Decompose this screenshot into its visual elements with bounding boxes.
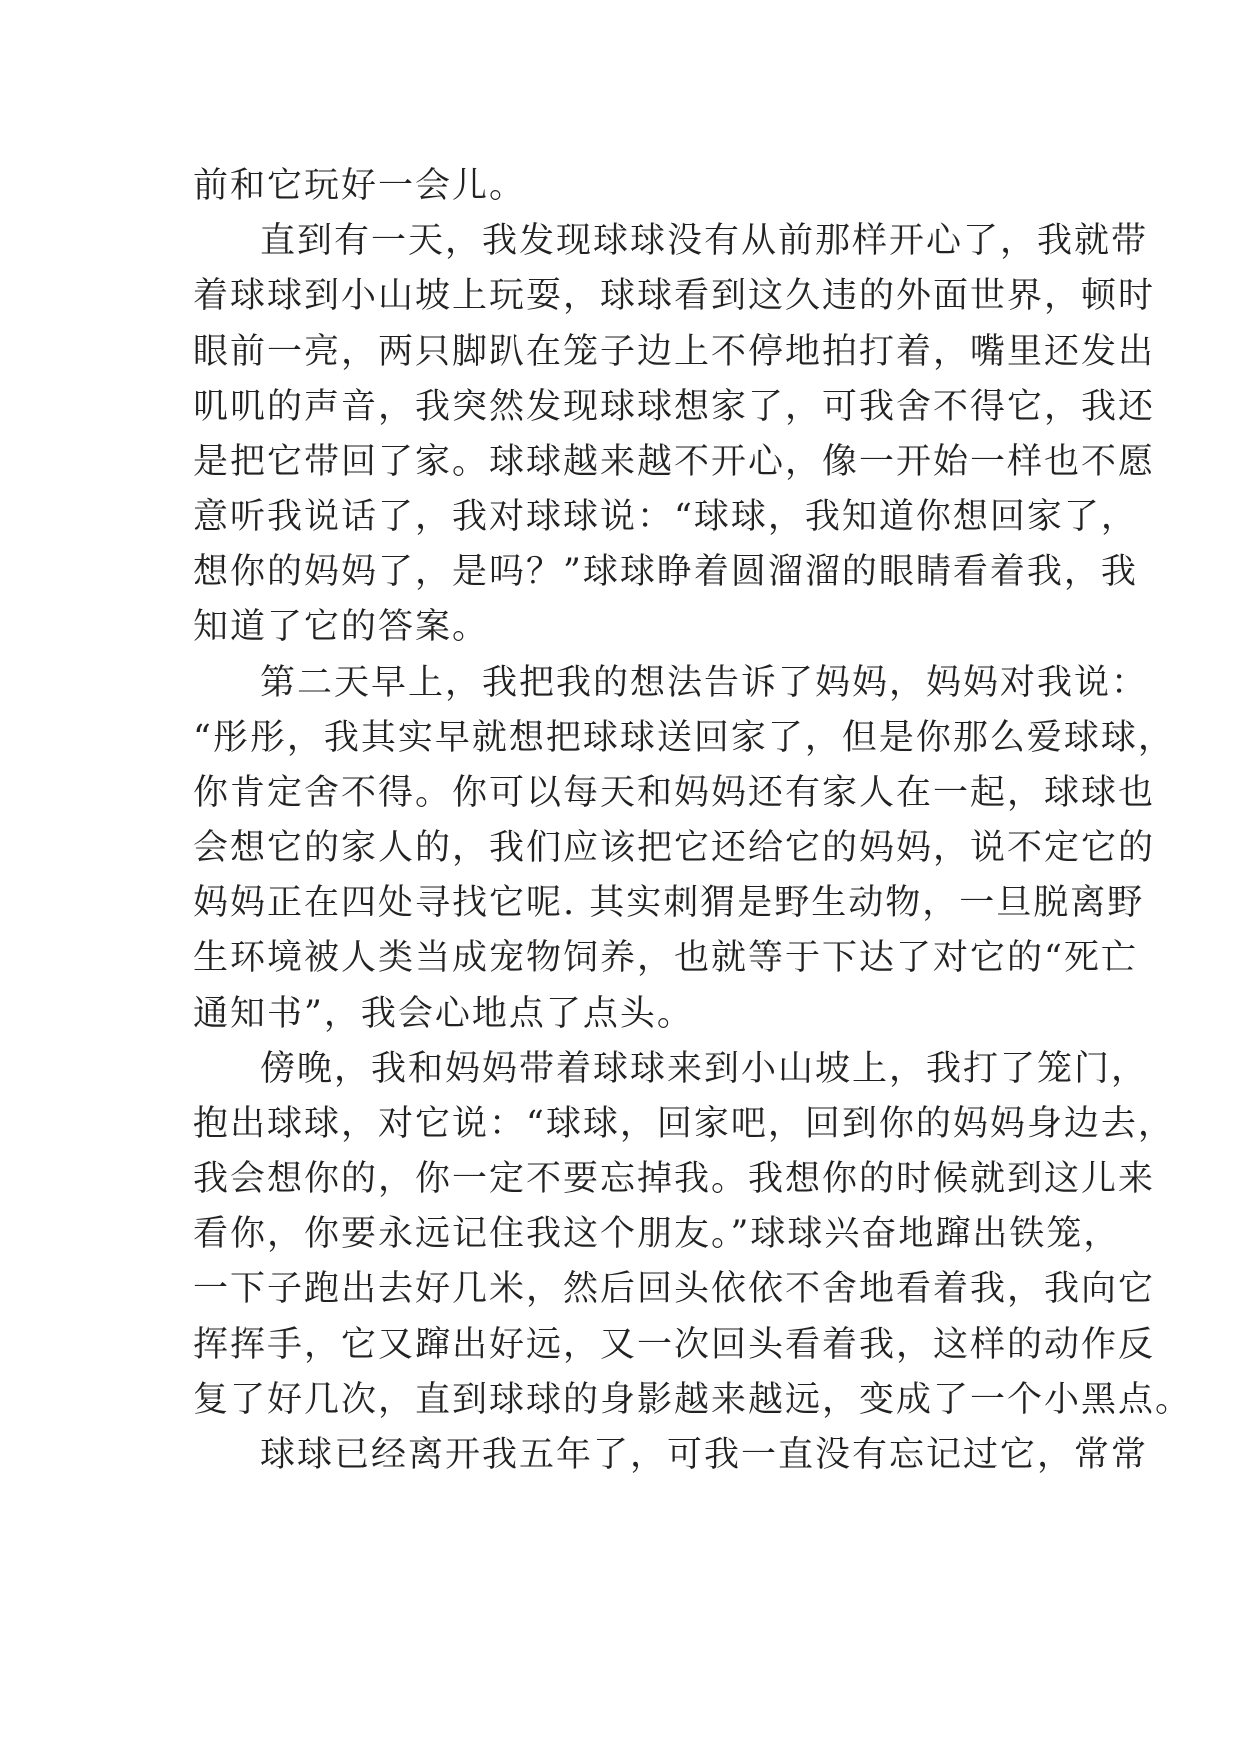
text-line: 是把它带回了家。球球越来越不开心，像一开始一样也不愿	[193, 442, 1156, 482]
text-line: 通知书”，我会心地点了点头。	[193, 994, 694, 1034]
text-line: 看你，你要永远记住我这个朋友。”球球兴奋地蹿出铁笼，	[193, 1214, 1121, 1254]
text-line: 会想它的家人的，我们应该把它还给它的妈妈，说不定它的	[193, 828, 1156, 868]
text-line: 想你的妈妈了，是吗？”球球睁着圆溜溜的眼睛看着我，我	[193, 552, 1138, 592]
text-line: 直到有一天，我发现球球没有从前那样开心了，我就带	[260, 221, 1149, 261]
text-line: “彤彤，我其实早就想把球球送回家了，但是你那么爱球球，	[193, 718, 1175, 758]
text-line: 抱出球球，对它说：“球球，回家吧，回到你的妈妈身边去，	[193, 1104, 1175, 1144]
text-line: 我会想你的，你一定不要忘掉我。我想你的时候就到这儿来	[193, 1159, 1156, 1199]
text-line: 第二天早上，我把我的想法告诉了妈妈，妈妈对我说：	[260, 663, 1149, 703]
text-line: 前和它玩好一会儿。	[193, 166, 527, 206]
text-line: 球球已经离开我五年了，可我一直没有忘记过它，常常	[260, 1435, 1149, 1475]
text-line: 妈妈正在四处寻找它呢. 其实刺猬是野生动物，一旦脱离野	[193, 883, 1145, 923]
text-line: 挥挥手，它又蹿出好远，又一次回头看着我，这样的动作反	[193, 1325, 1156, 1365]
text-line: 一下子跑出去好几米，然后回头依依不舍地看着我，我向它	[193, 1269, 1156, 1309]
text-line: 你肯定舍不得。你可以每天和妈妈还有家人在一起，球球也	[193, 773, 1156, 813]
text-line: 意听我说话了，我对球球说：“球球，我知道你想回家了，	[193, 497, 1138, 537]
text-line: 复了好几次，直到球球的身影越来越远，变成了一个小黑点。	[193, 1380, 1193, 1420]
text-line: 着球球到小山坡上玩耍，球球看到这久违的外面世界，顿时	[193, 276, 1156, 316]
text-line: 傍晚，我和妈妈带着球球来到小山坡上，我打了笼门，	[260, 1049, 1149, 1089]
text-line: 生环境被人类当成宠物饲养，也就等于下达了对它的“死亡	[193, 938, 1138, 978]
text-line: 眼前一亮，两只脚趴在笼子边上不停地拍打着，嘴里还发出	[193, 332, 1156, 372]
text-line: 叽叽的声音，我突然发现球球想家了，可我舍不得它，我还	[193, 387, 1156, 427]
text-line: 知道了它的答案。	[193, 607, 490, 647]
